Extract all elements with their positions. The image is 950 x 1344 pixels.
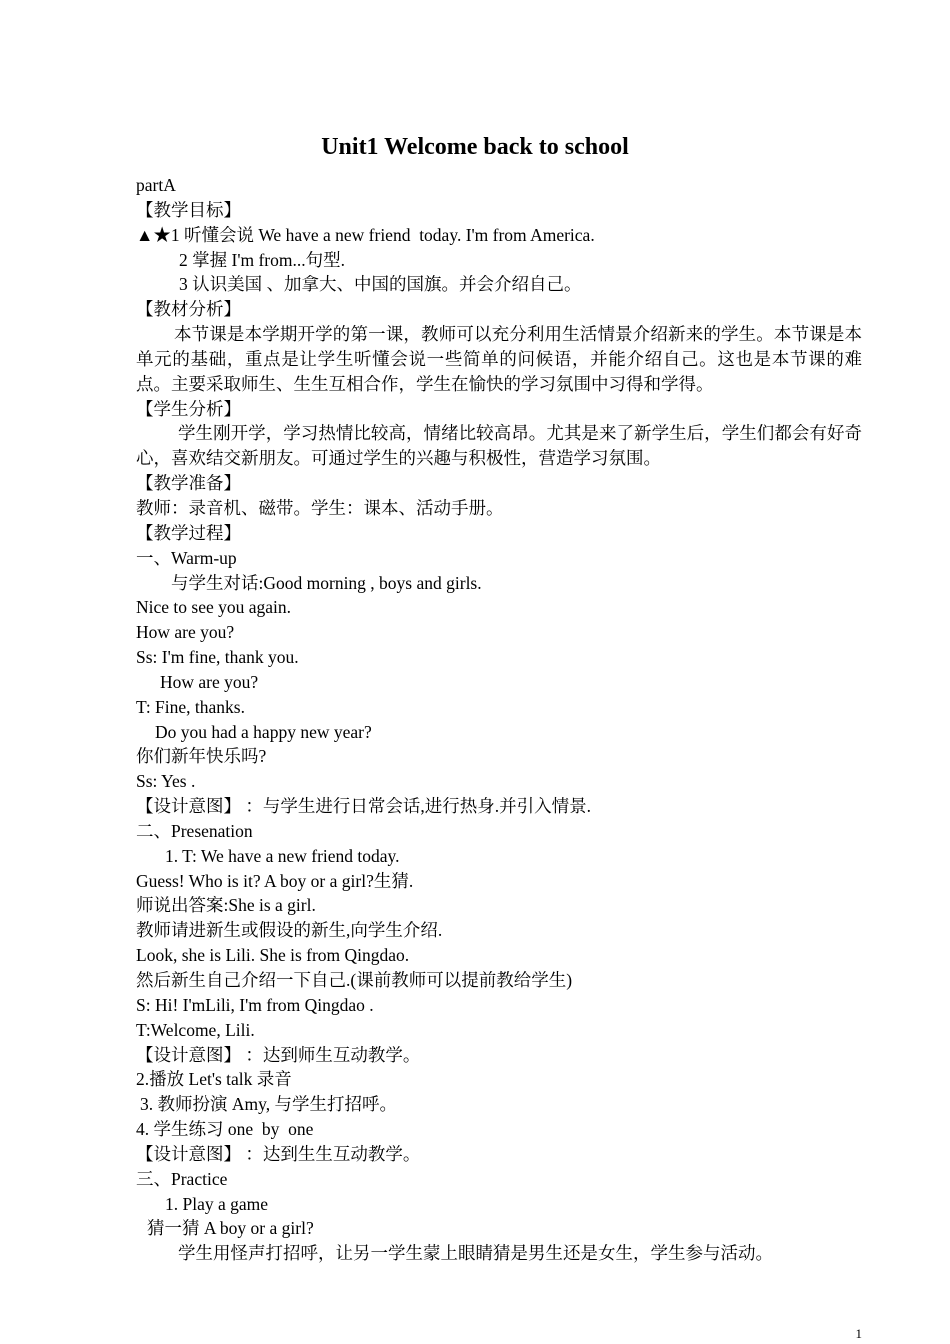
section-heading: 【教材分析】: [136, 299, 241, 320]
text-line: 2.播放 Let's talk 录音: [136, 1069, 292, 1090]
text-line: T: Fine, thanks.: [136, 696, 245, 717]
text-line: 学生用怪声打招呼，让另一学生蒙上眼睛猜是男生还是女生，学生参与活动。: [178, 1243, 773, 1264]
text-line: ▲★1 听懂会说 We have a new friend today. I'm from America.: [136, 224, 595, 245]
design-intent: 【设计意图】 ：达到生生互动教学。: [136, 1143, 421, 1164]
text-line: 教师请进新生或假设的新生,向学生介绍.: [136, 920, 443, 941]
text-line: Ss: Yes .: [136, 771, 196, 792]
text-line: 你们新年快乐吗?: [136, 746, 267, 767]
section-heading: 【教学准备】: [136, 473, 241, 494]
text-line: How are you?: [160, 671, 259, 692]
text-line: T:Welcome, Lili.: [136, 1019, 255, 1040]
section-heading: 【教学过程】: [136, 522, 241, 543]
document-body: [136, 173, 862, 1266]
text-line: 3 认识美国 、加拿大、中国的国旗。并会介绍自己。: [179, 274, 582, 295]
text-line: 4. 学生练习 one by one: [136, 1119, 314, 1140]
text-line: Look, she is Lili. She is from Qingdao.: [136, 945, 410, 966]
text-line: 师说出答案:She is a girl.: [136, 895, 316, 916]
text-line: 猜一猜 A boy or a girl?: [147, 1218, 314, 1239]
text-line: partA: [136, 175, 176, 195]
paragraph: 学生刚开学，学习热情比较高，情绪比较高昂。尤其是来了新学生后，学生们都会有好奇心，喜欢结交新朋友。可通过学生的兴趣与积极性，营造学习氛围。: [136, 423, 862, 469]
page-number: 1: [855, 1326, 862, 1341]
paragraph: 本节课是本学期开学的第一课，教师可以充分利用生活情景介绍新来的学生。本节课是本单元的基础，重点是让学生听懂会说一些简单的问候语，并能介绍自己。这也是本节课的难点。主要采取师生、生生互相合作，学生在愉快的学习氛围中习得和学得。: [136, 324, 862, 394]
document-title: Unit1 Welcome back to school: [321, 134, 629, 160]
text-line: S: Hi! I'mLili, I'm from Qingdao .: [136, 994, 374, 1015]
text-line: 1. T: We have a new friend today.: [165, 845, 400, 866]
text-line: Do you had a happy new year?: [155, 721, 372, 742]
text-line: 一、Warm-up: [136, 547, 237, 568]
design-intent: 【设计意图】 ：达到师生互动教学。: [136, 1044, 421, 1065]
text-line: How are you?: [136, 622, 235, 643]
text-line: 三、Practice: [136, 1168, 228, 1189]
text-line: 教师：录音机、磁带。学生：课本、活动手册。: [136, 497, 504, 518]
text-line: 2 掌握 I'm from...句型.: [179, 249, 345, 270]
text-line: Nice to see you again.: [136, 597, 292, 618]
section-heading: 【教学目标】: [136, 199, 241, 220]
text-line: Guess! Who is it? A boy or a girl?生猜.: [136, 870, 414, 891]
text-line: 3. 教师扮演 Amy, 与学生打招呼。: [140, 1094, 397, 1115]
text-line: 与学生对话:Good morning , boys and girls.: [171, 572, 482, 593]
text-line: 二、Presenation: [136, 820, 253, 841]
text-line: 1. Play a game: [165, 1193, 269, 1214]
design-intent: 【设计意图】 ：与学生进行日常会话,进行热身.并引入情景.: [136, 796, 591, 817]
section-heading: 【学生分析】: [136, 398, 241, 419]
text-line: 然后新生自己介绍一下自己.(课前教师可以提前教给学生): [136, 970, 573, 990]
text-line: Ss: I'm fine, thank you.: [136, 647, 299, 668]
